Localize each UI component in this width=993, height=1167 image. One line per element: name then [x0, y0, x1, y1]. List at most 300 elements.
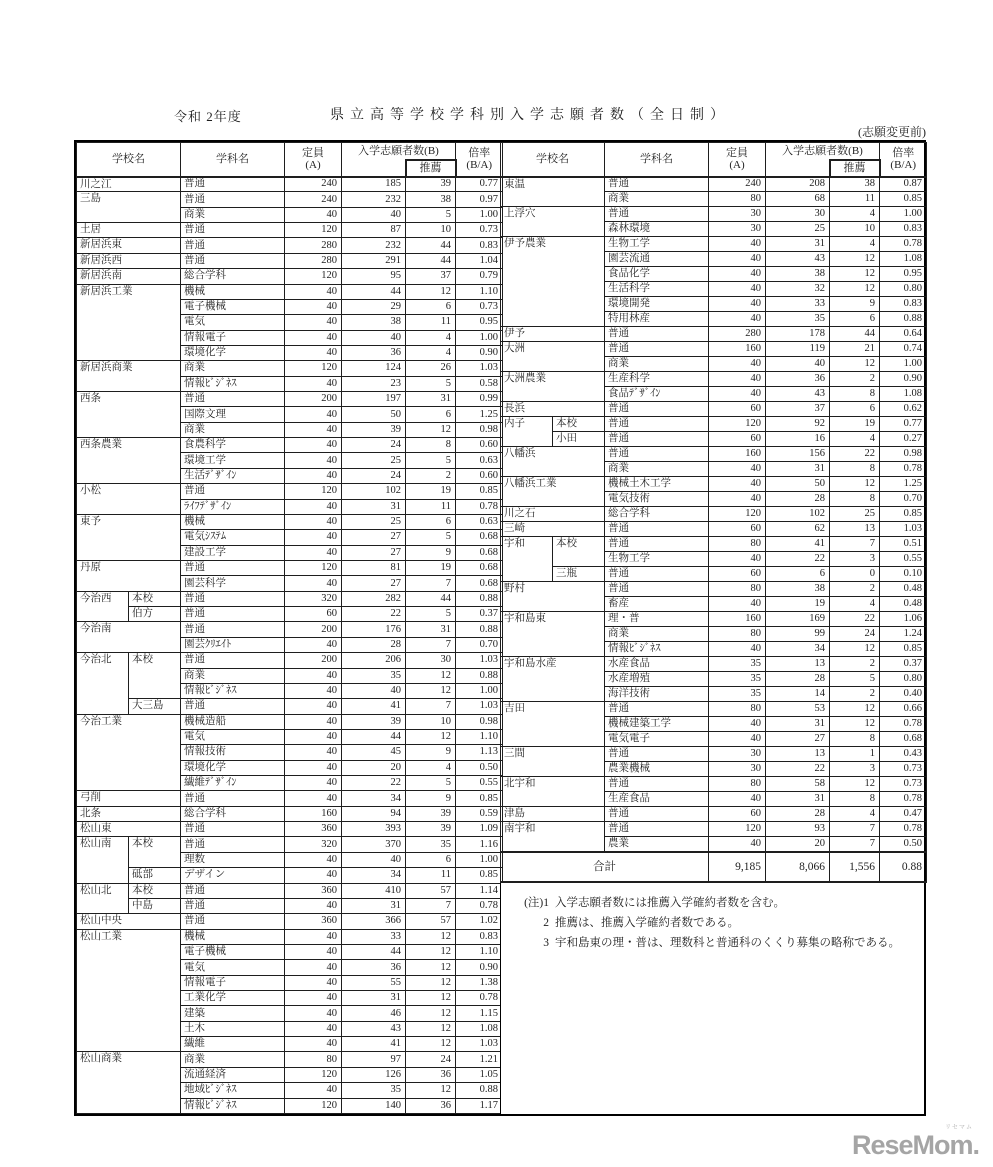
dept-cell: 生活ﾃﾞｻﾞｲﾝ: [181, 468, 285, 483]
total-applicants-cell: 8,066: [766, 852, 830, 882]
ratio-cell: 0.95: [880, 267, 927, 282]
recommend-cell: 12: [830, 252, 880, 267]
col-header-capacity: 定員 (A): [709, 143, 766, 177]
dept-cell: 農業: [605, 837, 709, 852]
ratio-cell: 0.40: [880, 687, 927, 702]
dept-cell: 機械土木工学: [605, 477, 709, 492]
dept-cell: 普通: [181, 253, 285, 268]
ratio-cell: 0.77: [880, 417, 927, 432]
table-row: [77, 223, 503, 238]
school-name-cell: 川之石: [501, 507, 605, 522]
ratio-cell: 1.00: [456, 207, 503, 222]
school-name-cell: 今治北: [77, 653, 129, 714]
dept-cell: 食農科学: [181, 438, 285, 453]
dept-cell: 森林環境: [605, 222, 709, 237]
ratio-cell: 0.90: [880, 372, 927, 387]
dept-cell: 工業化学: [181, 991, 285, 1006]
recommend-cell: 38: [830, 177, 880, 192]
capacity-cell: 40: [285, 453, 342, 468]
applicants-cell: 41: [342, 699, 406, 714]
table-row: [77, 791, 503, 806]
capacity-cell: 40: [285, 929, 342, 944]
table-row: [501, 612, 927, 627]
table-row: [501, 177, 927, 192]
ratio-cell: 0.63: [456, 453, 503, 468]
capacity-cell: 40: [285, 499, 342, 514]
table-row: [501, 402, 927, 417]
dept-cell: 普通: [181, 914, 285, 929]
campus-cell: 本校: [129, 883, 181, 898]
recommend-cell: 31: [406, 392, 456, 407]
school-name-cell: 内子: [501, 417, 553, 447]
recommend-cell: 7: [406, 699, 456, 714]
applicants-cell: 31: [766, 717, 830, 732]
applicants-cell: 28: [766, 807, 830, 822]
capacity-cell: 40: [709, 492, 766, 507]
capacity-cell: 30: [709, 747, 766, 762]
ratio-cell: 1.17: [456, 1098, 503, 1113]
applicants-cell: 40: [766, 357, 830, 372]
ratio-cell: 0.78: [880, 237, 927, 252]
capacity-cell: 160: [709, 447, 766, 462]
applicants-cell: 27: [342, 545, 406, 560]
capacity-cell: 360: [285, 883, 342, 898]
dept-cell: 情報ﾋﾞｼﾞﾈｽ: [181, 1098, 285, 1113]
applicants-cell: 27: [342, 576, 406, 591]
ratio-cell: 0.83: [880, 297, 927, 312]
ratio-cell: 0.68: [880, 732, 927, 747]
capacity-cell: 40: [285, 422, 342, 437]
recommend-cell: 12: [406, 975, 456, 990]
dept-cell: 国際文理: [181, 407, 285, 422]
applicants-cell: 43: [342, 1021, 406, 1036]
capacity-cell: 120: [285, 361, 342, 376]
ratio-cell: 1.00: [456, 330, 503, 345]
capacity-cell: 40: [285, 530, 342, 545]
applicants-cell: 28: [766, 492, 830, 507]
capacity-cell: 80: [709, 192, 766, 207]
ratio-cell: 1.10: [456, 944, 503, 959]
dept-cell: 普通: [181, 484, 285, 499]
table-row: [501, 567, 927, 582]
dept-cell: 普通: [181, 238, 285, 253]
ratio-cell: 0.99: [456, 392, 503, 407]
col-header-applicants: 入学志願者数(B): [766, 143, 880, 160]
capacity-cell: 40: [285, 729, 342, 744]
recommend-cell: 30: [406, 653, 456, 668]
col-header-dept: 学科名: [181, 143, 285, 177]
school-name-cell: 東温: [501, 177, 605, 207]
capacity-cell: 40: [285, 668, 342, 683]
campus-cell: 大三島: [129, 699, 181, 714]
dept-cell: 商業: [605, 192, 709, 207]
applicants-cell: 45: [342, 745, 406, 760]
dept-cell: 商業: [181, 668, 285, 683]
dept-cell: 園芸流通: [605, 252, 709, 267]
ratio-cell: 0.68: [456, 530, 503, 545]
capacity-cell: 160: [709, 612, 766, 627]
capacity-cell: 40: [285, 868, 342, 883]
ratio-cell: 0.51: [880, 537, 927, 552]
ratio-cell: 1.10: [456, 729, 503, 744]
recommend-cell: 19: [406, 484, 456, 499]
recommend-cell: 4: [406, 330, 456, 345]
ratio-cell: 1.03: [880, 522, 927, 537]
applicants-cell: 28: [766, 672, 830, 687]
capacity-cell: 40: [285, 345, 342, 360]
capacity-cell: 120: [285, 269, 342, 284]
recommend-cell: 12: [406, 944, 456, 959]
ratio-cell: 0.58: [456, 376, 503, 391]
table-row: [501, 702, 927, 717]
capacity-cell: 40: [285, 376, 342, 391]
ratio-cell: 0.95: [456, 315, 503, 330]
note-line: [509, 933, 920, 953]
ratio-cell: 0.55: [880, 552, 927, 567]
applicants-cell: 22: [342, 607, 406, 622]
ratio-cell: 0.78: [456, 898, 503, 913]
ratio-cell: 1.02: [456, 914, 503, 929]
table-row: [77, 868, 503, 883]
right-table: [500, 142, 927, 883]
recommend-cell: 12: [830, 282, 880, 297]
recommend-cell: 2: [830, 372, 880, 387]
table-row: [501, 507, 927, 522]
table-row: [77, 837, 503, 852]
dept-cell: 生産食品: [605, 792, 709, 807]
table-row: [501, 657, 927, 672]
applicants-cell: 30: [766, 207, 830, 222]
capacity-cell: 40: [709, 357, 766, 372]
recommend-cell: 11: [406, 315, 456, 330]
applicants-cell: 206: [342, 653, 406, 668]
ratio-cell: 0.78: [880, 462, 927, 477]
applicants-cell: 50: [766, 477, 830, 492]
capacity-cell: 40: [709, 792, 766, 807]
dept-cell: 情報電子: [181, 330, 285, 345]
applicants-cell: 44: [342, 729, 406, 744]
recommend-cell: 8: [830, 792, 880, 807]
ratio-cell: 0.55: [456, 776, 503, 791]
table-row: [501, 822, 927, 837]
applicants-cell: 176: [342, 622, 406, 637]
capacity-cell: 40: [285, 1083, 342, 1098]
recommend-cell: 8: [830, 492, 880, 507]
capacity-cell: 120: [709, 417, 766, 432]
recommend-cell: 6: [830, 402, 880, 417]
capacity-cell: 40: [285, 852, 342, 867]
ratio-cell: 0.60: [456, 438, 503, 453]
recommend-cell: 11: [830, 192, 880, 207]
capacity-cell: 40: [285, 284, 342, 299]
school-name-cell: 松山工業: [77, 929, 181, 1052]
table-row: [501, 747, 927, 762]
recommend-cell: 7: [830, 537, 880, 552]
capacity-cell: 40: [285, 299, 342, 314]
recommend-cell: 25: [830, 507, 880, 522]
dept-cell: 食品化学: [605, 267, 709, 282]
ratio-cell: 0.90: [456, 960, 503, 975]
applicants-cell: 25: [766, 222, 830, 237]
ratio-cell: 0.68: [456, 576, 503, 591]
ratio-cell: 0.43: [880, 747, 927, 762]
dept-cell: 普通: [605, 342, 709, 357]
school-name-cell: 今治南: [77, 622, 181, 653]
recommend-cell: 13: [830, 522, 880, 537]
ratio-cell: 0.78: [456, 499, 503, 514]
ratio-cell: 0.60: [456, 468, 503, 483]
applicants-cell: 27: [342, 530, 406, 545]
capacity-cell: 40: [709, 252, 766, 267]
capacity-cell: 280: [709, 327, 766, 342]
table-row: [77, 591, 503, 606]
table-row: [77, 622, 503, 637]
table-row: [77, 269, 503, 284]
ratio-cell: 0.88: [456, 591, 503, 606]
dept-cell: 建設工学: [181, 545, 285, 560]
campus-cell: 中島: [129, 898, 181, 913]
recommend-cell: 7: [406, 637, 456, 652]
ratio-cell: 0.50: [456, 760, 503, 775]
applicants-cell: 93: [766, 822, 830, 837]
dept-cell: 機械造船: [181, 714, 285, 729]
recommend-cell: 5: [406, 530, 456, 545]
applicants-cell: 40: [342, 683, 406, 698]
applicants-cell: 33: [766, 297, 830, 312]
ratio-cell: 1.03: [456, 699, 503, 714]
applicants-cell: 34: [342, 868, 406, 883]
applicants-cell: 366: [342, 914, 406, 929]
school-name-cell: 宇和: [501, 537, 553, 582]
table-row: [501, 447, 927, 462]
capacity-cell: 40: [285, 991, 342, 1006]
notes: [500, 883, 924, 1115]
ratio-cell: 0.88: [456, 668, 503, 683]
recommend-cell: 12: [406, 1006, 456, 1021]
recommend-cell: 3: [830, 762, 880, 777]
applicants-cell: 58: [766, 777, 830, 792]
capacity-cell: 30: [709, 762, 766, 777]
note-number: (注)1: [524, 896, 549, 909]
applicants-cell: 102: [766, 507, 830, 522]
ratio-cell: 0.48: [880, 582, 927, 597]
capacity-cell: 40: [285, 315, 342, 330]
school-name-cell: 松山南: [77, 837, 129, 883]
applicants-cell: 97: [342, 1052, 406, 1067]
table-row: [501, 477, 927, 492]
capacity-cell: 120: [285, 560, 342, 575]
school-name-cell: 弓削: [77, 791, 181, 806]
note-text: 推薦は、推薦入学確約者数である。: [555, 916, 739, 929]
capacity-cell: 60: [709, 522, 766, 537]
applicants-cell: 23: [342, 376, 406, 391]
campus-cell: 本校: [129, 591, 181, 606]
ratio-cell: 1.08: [880, 252, 927, 267]
dept-cell: 園芸ｸﾘｴｲﾄ: [181, 637, 285, 652]
capacity-cell: 40: [709, 387, 766, 402]
recommend-cell: 12: [830, 702, 880, 717]
table-row: [501, 372, 927, 387]
dept-cell: 理数: [181, 852, 285, 867]
dept-cell: 普通: [181, 837, 285, 852]
school-name-cell: 宇和島水産: [501, 657, 605, 702]
table-row: [77, 653, 503, 668]
dept-cell: 商業: [181, 207, 285, 222]
table-row: [77, 284, 503, 299]
dept-cell: 繊維: [181, 1037, 285, 1052]
table-row: [501, 342, 927, 357]
ratio-cell: 0.83: [880, 222, 927, 237]
recommend-cell: 7: [830, 837, 880, 852]
dept-cell: 電気ｼｽﾃﾑ: [181, 530, 285, 545]
ratio-cell: 0.98: [880, 447, 927, 462]
applicants-cell: 43: [766, 387, 830, 402]
school-name-cell: 丹原: [77, 560, 181, 591]
dept-cell: 普通: [605, 747, 709, 762]
capacity-cell: 40: [709, 837, 766, 852]
dept-cell: デザイン: [181, 868, 285, 883]
dept-cell: 普通: [605, 537, 709, 552]
resemom-logo: [851, 1125, 979, 1160]
recommend-cell: 12: [830, 267, 880, 282]
resemom-ruby-text: リセマム: [945, 1125, 973, 1131]
dept-cell: 普通: [181, 791, 285, 806]
table-row: [501, 777, 927, 792]
dept-cell: 理・普: [605, 612, 709, 627]
ratio-cell: 0.98: [456, 422, 503, 437]
col-header-recommend: 推薦: [830, 160, 880, 177]
capacity-cell: 35: [709, 672, 766, 687]
capacity-cell: 240: [285, 192, 342, 207]
recommend-cell: 39: [406, 822, 456, 837]
applicants-cell: 40: [342, 330, 406, 345]
ratio-cell: 0.10: [880, 567, 927, 582]
capacity-cell: 40: [709, 732, 766, 747]
dept-cell: 機械: [181, 514, 285, 529]
applicants-cell: 31: [342, 898, 406, 913]
applicants-cell: 410: [342, 883, 406, 898]
dept-cell: 環境開発: [605, 297, 709, 312]
table-row: [77, 699, 503, 714]
capacity-cell: 40: [709, 552, 766, 567]
capacity-cell: 40: [285, 545, 342, 560]
dept-cell: 普通: [605, 417, 709, 432]
dept-cell: 普通: [181, 177, 285, 192]
ratio-cell: 0.70: [880, 492, 927, 507]
dept-cell: 園芸科学: [181, 576, 285, 591]
applicants-cell: 140: [342, 1098, 406, 1113]
ratio-cell: 1.00: [456, 852, 503, 867]
recommend-cell: 2: [830, 582, 880, 597]
recommend-cell: 26: [406, 361, 456, 376]
recommend-cell: 12: [830, 642, 880, 657]
recommend-cell: 24: [830, 627, 880, 642]
applicants-cell: 31: [766, 792, 830, 807]
ratio-cell: 0.73: [880, 777, 927, 792]
school-name-cell: 吉田: [501, 702, 605, 747]
applicants-cell: 28: [342, 637, 406, 652]
school-name-cell: 松山北: [77, 883, 129, 914]
applicants-cell: 62: [766, 522, 830, 537]
resemom-logo-text: ReseMom.: [851, 1130, 979, 1160]
dept-cell: 総合学科: [181, 806, 285, 821]
recommend-cell: 12: [406, 929, 456, 944]
dept-cell: 畜産: [605, 597, 709, 612]
dept-cell: 商業: [605, 627, 709, 642]
table-row: [501, 807, 927, 822]
table-row: [77, 238, 503, 253]
dept-cell: 普通: [181, 192, 285, 207]
left-table-half: [76, 142, 500, 1114]
recommend-cell: 4: [406, 760, 456, 775]
table-row: [77, 192, 503, 207]
ratio-cell: 1.00: [880, 207, 927, 222]
campus-cell: 三瓶: [553, 567, 605, 582]
dept-cell: 電気電子: [605, 732, 709, 747]
recommend-cell: 2: [406, 468, 456, 483]
col-header-school: 学校名: [77, 143, 181, 177]
applicants-cell: 232: [342, 238, 406, 253]
dept-cell: 環境化学: [181, 345, 285, 360]
note-text: 宇和島東の理・普は、理数科と普通科のくくり募集の略称である。: [555, 936, 900, 949]
applicants-cell: 197: [342, 392, 406, 407]
dept-cell: 地域ﾋﾞｼﾞﾈｽ: [181, 1083, 285, 1098]
recommend-cell: 5: [406, 376, 456, 391]
ratio-cell: 1.03: [456, 361, 503, 376]
recommend-cell: 31: [406, 622, 456, 637]
school-name-cell: 今治西: [77, 591, 129, 622]
applicants-cell: 393: [342, 822, 406, 837]
dept-cell: 情報ﾋﾞｼﾞﾈｽ: [605, 642, 709, 657]
col-header-applicants: 入学志願者数(B): [342, 143, 456, 160]
capacity-cell: 80: [709, 537, 766, 552]
dept-cell: 情報ﾋﾞｼﾞﾈｽ: [181, 683, 285, 698]
applicants-cell: 40: [342, 207, 406, 222]
ratio-cell: 1.15: [456, 1006, 503, 1021]
ratio-cell: 0.85: [880, 507, 927, 522]
dept-cell: 普通: [605, 567, 709, 582]
capacity-cell: 80: [709, 777, 766, 792]
recommend-cell: 12: [406, 729, 456, 744]
recommend-cell: 12: [406, 1021, 456, 1036]
col-header-applicants-sub: [766, 160, 830, 177]
capacity-cell: 60: [709, 807, 766, 822]
capacity-cell: 280: [285, 238, 342, 253]
col-header-recommend: 推薦: [406, 160, 456, 177]
recommend-cell: 1: [830, 747, 880, 762]
recommend-cell: 36: [406, 1098, 456, 1113]
school-name-cell: 土居: [77, 223, 181, 238]
ratio-cell: 1.06: [880, 612, 927, 627]
dept-cell: 生物工学: [605, 237, 709, 252]
school-name-cell: 東予: [77, 514, 181, 560]
applicants-cell: 31: [342, 499, 406, 514]
table-row: [77, 1052, 503, 1067]
applicants-cell: 22: [342, 776, 406, 791]
recommend-cell: 12: [406, 284, 456, 299]
dept-cell: 普通: [181, 223, 285, 238]
recommend-cell: 57: [406, 914, 456, 929]
applicants-cell: 232: [342, 192, 406, 207]
recommend-cell: 12: [830, 357, 880, 372]
school-name-cell: 新居浜商業: [77, 361, 181, 392]
capacity-cell: 40: [709, 312, 766, 327]
capacity-cell: 40: [285, 760, 342, 775]
note-line: [509, 893, 920, 913]
capacity-cell: 160: [285, 806, 342, 821]
applicants-cell: 13: [766, 747, 830, 762]
recommend-cell: 8: [830, 732, 880, 747]
